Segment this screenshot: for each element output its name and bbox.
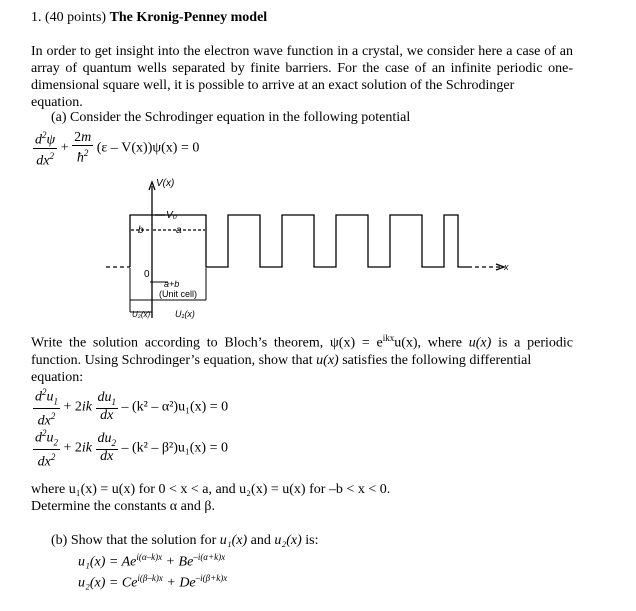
solution-u2-exp1: i(β–k)x <box>137 573 163 583</box>
bloch-exponent: ikx <box>382 333 395 343</box>
solution-u2-pre: u₂(x) = Ce <box>78 575 138 591</box>
differential-equation-2: $\frac{d^2u_2}{dx^2}$ + 2ik $\frac{du_2}{dx}$ – (k² – β²)u₁(x) = 0 <box>35 428 228 471</box>
solution-u1 <box>78 552 225 571</box>
bloch-paragraph <box>31 330 573 386</box>
eq1-tail: – (k² – α²)u₁(x) = 0 <box>121 399 229 415</box>
problem-points: (40 points) <box>45 10 107 25</box>
solution-u2-mid: + De <box>162 575 196 591</box>
potential-waveform <box>130 215 468 267</box>
part-a-label: (a) <box>51 110 67 125</box>
bloch-line-2-pre: function. Using Schrodinger’s equation, show that <box>31 352 317 368</box>
part-b-statement <box>51 533 319 549</box>
a-label: a <box>176 225 182 236</box>
x-axis-label: x <box>504 262 509 272</box>
problem-title: The Kronig-Penney model <box>109 10 268 25</box>
part-b-u2: u₂(x) <box>274 533 302 548</box>
v0-label: V₀ <box>166 210 177 221</box>
intro-line-1: In order to get insight into the electron wave function in a crystal, we consider here a case of <box>31 44 556 59</box>
problem-number: 1. <box>31 10 42 25</box>
solution-u2 <box>78 573 227 592</box>
part-b-text-pre: Show that the solution for <box>70 533 220 548</box>
intro-line-3: dimensional square well, it is possible to arrive at an exact solution of the Schrodinger <box>31 78 515 93</box>
part-b-u1: u₁(x) <box>219 533 248 548</box>
part-b-text-post: is: <box>301 533 319 548</box>
eq2-tail: – (k² – β²)u₁(x) = 0 <box>121 440 228 456</box>
u1-label: U₁(x) <box>175 309 195 319</box>
solution-u2-exp2: –i(β+k)x <box>195 573 228 583</box>
eq2-second-derivative: $\frac{d^2u_2}{dx^2}$ <box>35 428 58 471</box>
y-axis-label: V(x) <box>156 178 175 189</box>
part-b-label: (b) <box>51 533 68 548</box>
solution-u1-pre: u₁(x) = Ae <box>78 554 137 570</box>
where-statement <box>31 481 390 515</box>
bloch-line-3: equation: <box>31 369 84 385</box>
unit-cell-label: (Unit cell) <box>159 289 198 299</box>
bloch-ux-1: u(x) <box>468 335 492 351</box>
schrodinger-equation-rest: (ε – V(x))ψ(x) = 0 <box>96 140 200 156</box>
bloch-line-2-post: satisfies the following differential <box>338 352 532 368</box>
part-a-text: Consider the Schrodinger equation in the following potential <box>70 110 411 125</box>
second-derivative-fraction: $\frac{d^2\psi}{dx^2}$ <box>35 130 56 169</box>
where-line-1: where u₁(x) = u(x) for 0 < x < a, and u₂(x) = u(x) for –b < x < 0. <box>31 482 391 497</box>
eq2-first-derivative: $\frac{du_2}{dx}$ <box>97 430 117 465</box>
bloch-ux-2: u(x) <box>316 352 339 368</box>
eq1-second-derivative: $\frac{d^2u_1}{dx^2}$ <box>35 387 58 430</box>
differential-equation-1: $\frac{d^2u_1}{dx^2}$ + 2ik $\frac{du_1}{dx}$ – (k² – α²)u₁(x) = 0 <box>35 387 229 430</box>
bloch-line-1-pre: Write the solution according to Bloch’s theorem, ψ(x) = e <box>31 335 383 351</box>
bloch-line-1-post: is a periodic <box>491 335 573 351</box>
solution-u1-mid: + Be <box>162 554 194 570</box>
schrodinger-equation: $\frac{d^2\psi}{dx^2}$ + $\frac{2m}{ħ^2}$ (ε – V(x))ψ(x) = 0 <box>35 129 200 169</box>
intro-line-2: an array of quantum wells separated by finite barriers. For the case of an infinite periodic one- <box>31 44 573 76</box>
ab-label: a+b <box>164 279 180 289</box>
solution-u1-exp1: i(α–k)x <box>136 552 163 562</box>
b-label: b <box>138 225 144 236</box>
intro-line-4: equation. <box>31 95 83 110</box>
u2-label: U₂(x) <box>132 310 151 319</box>
bloch-line-1-mid: u(x), where <box>394 335 469 351</box>
origin-label: 0 <box>144 269 150 280</box>
part-b-and: and <box>247 533 275 548</box>
solution-u1-exp2: –i(α+k)x <box>193 552 226 562</box>
mass-hbar-fraction: $\frac{2m}{ħ^2}$ <box>74 129 92 166</box>
eq1-first-derivative: $\frac{du_1}{dx}$ <box>97 389 117 424</box>
where-line-2: Determine the constants α and β. <box>31 499 215 514</box>
